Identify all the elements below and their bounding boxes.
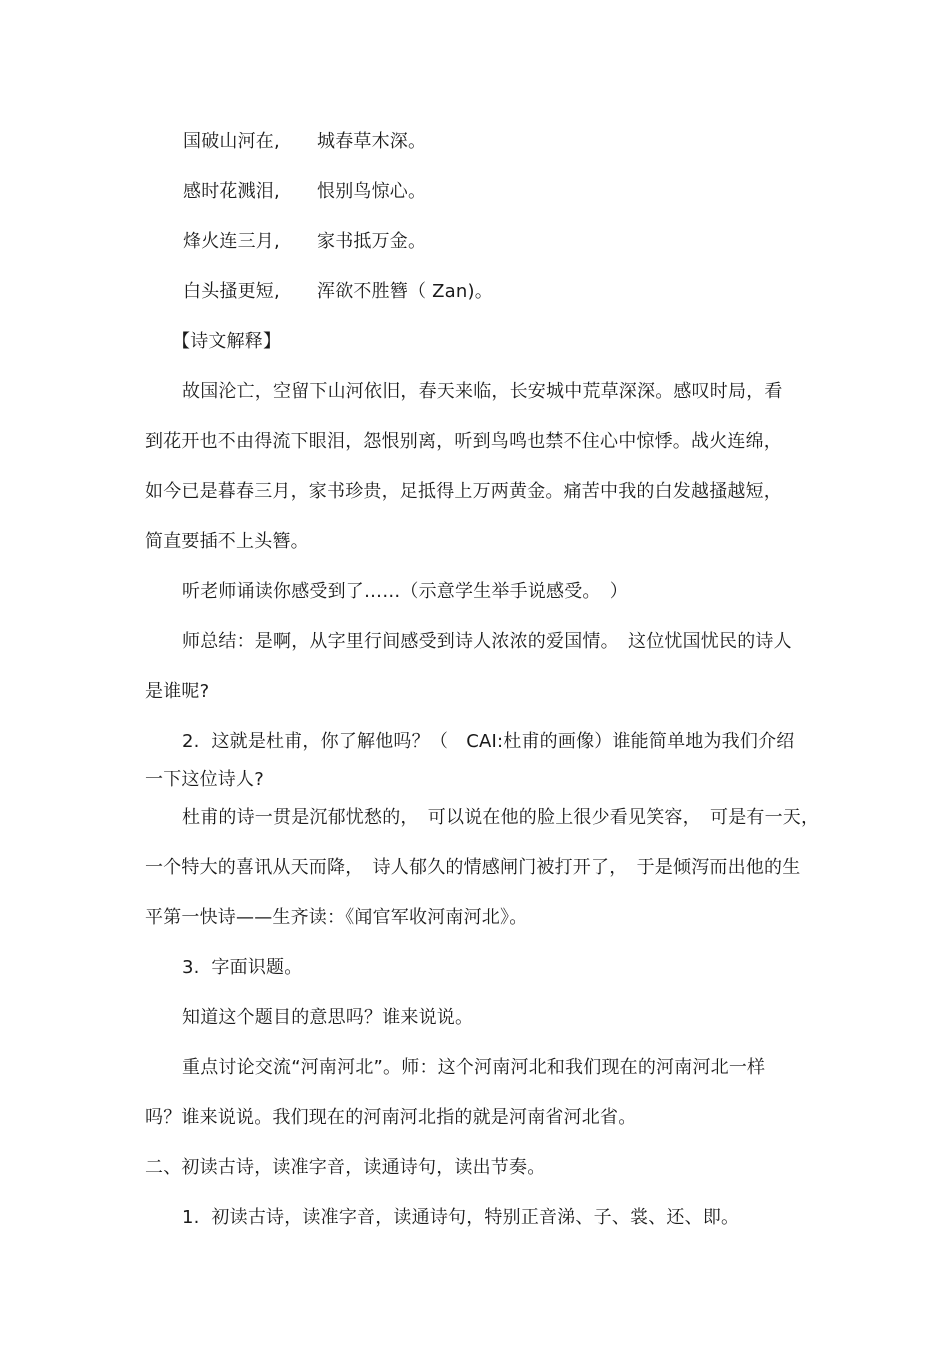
poem-line-4-first: 白头搔更短,: [183, 281, 280, 302]
explain-paragraph-line-4: 简直要插不上头簪。: [145, 531, 309, 552]
poem-line-4-second: 浑欲不胜簪（ Zan)。: [317, 281, 493, 302]
explain-heading: 【诗文解释】: [172, 331, 282, 352]
explain-paragraph-line-1: 故国沦亡，空留下山河依旧，春天来临，长安城中荒草深深。感叹时局，看: [182, 381, 783, 402]
item-1: 1. 初读古诗，读准字音，读通诗句，特别正音涕、子、裳、还、即。: [182, 1207, 740, 1228]
dufu-paragraph-line-2: 一个特大的喜讯从天而降， 诗人郁久的情感闸门被打开了， 于是倾泻而出他的生: [145, 857, 801, 878]
poem-line-2-first: 感时花溅泪,: [183, 181, 280, 202]
poem-line-3-first: 烽火连三月,: [183, 231, 280, 252]
poem-line-1-second: 城春草木深。: [317, 131, 427, 152]
know-paragraph: 知道这个题目的意思吗？谁来说说。: [182, 1007, 474, 1028]
item-3: 3. 字面识题。: [182, 957, 303, 978]
poem-line-2-second: 恨别鸟惊心。: [317, 181, 427, 202]
summary-line-2: 是谁呢?: [145, 681, 210, 702]
summary-line-1: 师总结：是啊，从字里行间感受到诗人浓浓的爱国情。 这位忧国忧民的诗人: [182, 631, 792, 652]
item-2-line-2: 一下这位诗人?: [145, 769, 264, 790]
discuss-paragraph-line-1: 重点讨论交流“河南河北”。师：这个河南河北和我们现在的河南河北一样: [182, 1057, 766, 1078]
poem-line-1-first: 国破山河在,: [183, 131, 280, 152]
poem-line-3-second: 家书抵万金。: [317, 231, 427, 252]
dufu-paragraph-line-3: 平第一快诗——生齐读：《闻官军收河南河北》。: [145, 907, 528, 928]
section-2-heading: 二、初读古诗，读准字音，读通诗句，读出节奏。: [145, 1157, 546, 1178]
item-2-line-1: 2. 这就是杜甫，你了解他吗？（ CAI:杜甫的画像）谁能简单地为我们介绍: [182, 731, 795, 752]
discuss-paragraph-line-2: 吗？谁来说说。我们现在的河南河北指的就是河南省河北省。: [145, 1107, 637, 1128]
explain-paragraph-line-2: 到花开也不由得流下眼泪，怨恨别离，听到鸟鸣也禁不住心中惊悸。战火连绵，: [145, 431, 782, 452]
listen-paragraph: 听老师诵读你感受到了……（示意学生举手说感受。 ）: [182, 581, 628, 602]
dufu-paragraph-line-1: 杜甫的诗一贯是沉郁忧愁的， 可以说在他的脸上很少看见笑容， 可是有一天，: [182, 807, 820, 828]
explain-paragraph-line-3: 如今已是暮春三月，家书珍贵，足抵得上万两黄金。痛苦中我的白发越搔越短，: [145, 481, 782, 502]
